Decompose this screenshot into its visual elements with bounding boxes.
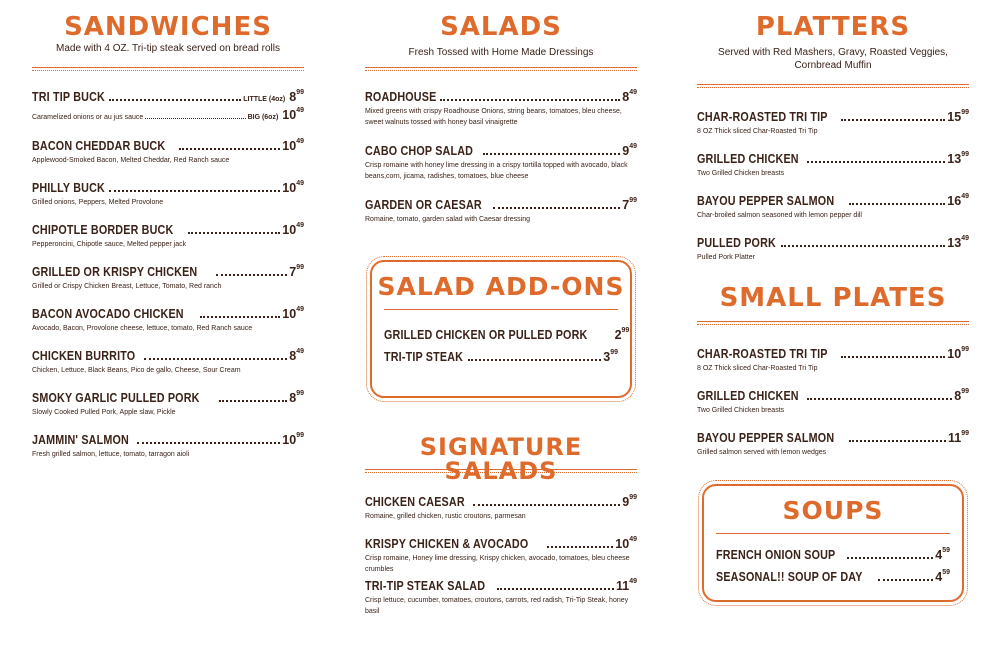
item-name: CHICKEN CAESAR [365,495,465,509]
item-name: FRENCH ONION SOUP [716,548,836,562]
item-description: Crisp romaine, Honey lime dressing, Krispy chicken, avocado, tomatoes, bleu cheese crumbles [365,555,630,573]
dot-leader [200,316,280,318]
item-description: Slowly Cooked Pulled Pork, Apple slaw, Pickle [32,409,176,416]
item-description: Chicken, Lettuce, Black Beans, Pico de gallo, Cheese, Sour Cream [32,367,241,374]
item-price: $4^{59}$ [935,569,950,584]
item-description: Grilled or Crispy Chicken Breast, Lettuce, Tomato, Red ranch [32,283,222,290]
item-description: Romaine, tomato, garden salad with Caesar dressing [365,216,530,223]
platters-title: PLATTERS [755,12,911,42]
item-price: $11^{49}$ [615,578,637,593]
item-name: SEASONAL!! SOUP OF DAY [716,570,863,584]
salad-addons-box [370,260,632,398]
signature-salads-divider [365,469,637,473]
item-price: $10^{49}$ [282,306,304,321]
item-price: $8^{49}$ [622,89,637,104]
dot-leader [849,203,946,205]
item-description: Applewood-Smoked Bacon, Melted Cheddar, Red Ranch sauce [32,157,230,164]
dot-leader [807,398,952,400]
dot-leader [144,358,287,360]
small-plates-title: SMALL PLATES [719,283,947,313]
item-price: $3^{99}$ [603,349,618,364]
dot-leader [497,588,614,590]
dot-leader [807,161,945,163]
menu-item [697,194,969,221]
menu-item [697,110,969,137]
item-price: $4^{59}$ [935,547,950,562]
item-name: CABO CHOP SALAD [365,144,474,158]
item-description: Avocado, Bacon, Provolone cheese, lettuce, tomato, Red Ranch sauce [32,325,253,332]
menu-item [384,327,630,342]
menu-item [697,431,969,458]
soups-title: SOUPS [782,496,884,525]
menu-item [32,181,304,208]
platters-divider [697,84,969,88]
item-price: $10^{99}$ [282,432,304,447]
dot-leader [216,274,287,276]
dot-leader [547,546,613,548]
dot-leader [483,153,621,155]
menu-item [32,433,304,460]
item-description: Caramelized onions or au jus sauce [32,114,144,121]
item-price: $8^{49}$ [289,348,304,363]
item-price: $8^{99}$ [954,388,969,403]
item-price: $8^{99}$ [289,390,304,405]
item-price: $9^{99}$ [622,494,637,509]
item-price: $8^{99}$ [289,89,304,104]
menu-item [32,307,304,334]
menu-item [716,570,950,584]
dot-leader [468,359,601,361]
item-description: Pulled Pork Platter [697,254,755,261]
item-name: GRILLED CHICKEN [697,152,799,166]
item-description: 8 OZ Thick sliced Char-Roasted Tri Tip [697,365,818,372]
dot-leader [841,356,945,358]
item-price: $11^{99}$ [947,430,969,445]
salads-subtitle: Fresh Tossed with Home Made Dressings [408,47,594,58]
item-price: $7^{99}$ [289,264,304,279]
item-price: $13^{49}$ [947,235,969,250]
item-name: KRISPY CHICKEN & AVOCADO [365,537,529,551]
item-price: $10^{49}$ [615,536,637,551]
item-price: $10^{49}$ [282,180,304,195]
menu-item [384,350,618,364]
menu-item [32,223,304,250]
item-price: $9^{49}$ [622,143,637,158]
dot-leader [145,118,245,119]
item-name: ROADHOUSE [365,90,437,104]
item-name: BACON AVOCADO CHICKEN [32,307,184,321]
item-description: Grilled salmon served with lemon wedges [697,449,827,456]
small-plates-divider [697,321,969,325]
item-description: Romaine, grilled chicken, rustic croutons, parmesan [365,513,526,520]
salads-title: SALADS [440,12,562,42]
item-price: $10^{49}$ [282,107,304,122]
dot-leader [849,440,946,442]
sandwiches-title: SANDWICHES [64,12,272,42]
menu-item [32,265,304,292]
item-description: Char-broiled salmon seasoned with lemon pepper dill [697,212,862,219]
menu-item [32,349,304,376]
item-description: Mixed greens with crispy Roadhouse Onions, string beans, tomatoes, bleu cheese, sweet walnuts tossed with honey basil vinaigrette [365,108,622,126]
item-price: $2^{99}$ [614,327,630,342]
dot-leader [109,190,280,192]
item-name: GARDEN OR CAESAR [365,198,482,212]
item-price: $10^{49}$ [282,138,304,153]
item-name: TRI-TIP STEAK [384,350,464,364]
item-name: PULLED PORK [697,236,776,250]
menu-item [697,236,969,263]
menu-item [697,152,969,179]
item-price: $13^{99}$ [947,151,969,166]
menu-item-tri-tip-buck [32,90,304,122]
menu-item [697,389,969,416]
salad-addons-title: SALAD ADD-ONS [377,272,625,301]
item-price: $10^{49}$ [282,222,304,237]
sandwiches-subtitle: Made with 4 OZ. Tri-tip steak served on bread rolls [56,43,280,54]
item-name: TRI TIP BUCK [32,90,105,104]
menu-item [365,579,637,617]
size-label-little: LITTLE (4oz) [243,96,286,103]
item-description: Crisp romaine with honey lime dressing in a crispy tortilla topped with avocado, black beans,corn, jicama, radishes, tomatoes, blue cheese [365,162,628,180]
item-name: JAMMIN' SALMON [32,433,129,447]
item-description: Two Grilled Chicken breasts [697,170,785,177]
menu-item [32,391,304,418]
dot-leader [847,557,933,559]
item-description: Fresh grilled salmon, lettuce, tomato, tarragon aioli [32,451,190,458]
dot-leader [109,99,241,101]
item-name: CHIPOTLE BORDER BUCK [32,223,174,237]
item-description: Two Grilled Chicken breasts [697,407,785,414]
dot-leader [440,99,620,101]
salads-column [365,0,637,647]
item-name: BAYOU PEPPER SALMON [697,194,835,208]
dot-leader [219,400,287,402]
size-label-big: BIG (6oz) [247,114,279,121]
dot-leader [493,207,620,209]
item-price: $15^{99}$ [947,109,969,124]
menu-item [365,90,637,128]
item-price: $10^{99}$ [947,346,969,361]
dot-leader [878,579,933,581]
item-price: $16^{49}$ [947,193,969,208]
item-name: GRILLED CHICKEN OR PULLED PORK [384,328,588,342]
dot-leader [841,119,945,121]
item-description: Pepperoncini, Chipotle sauce, Melted pepper jack [32,241,187,248]
platters-subtitle: Served with Red Mashers, Gravy, Roasted Veggies, Cornbread Muffin [718,47,948,71]
item-name: CHAR-ROASTED TRI TIP [697,347,828,361]
menu-item [365,198,637,225]
item-price: $7^{99}$ [622,197,637,212]
item-name: GRILLED OR KRISPY CHICKEN [32,265,198,279]
item-name: BAYOU PEPPER SALMON [697,431,835,445]
menu-item [32,139,304,166]
menu-item [365,144,637,182]
item-name: TRI-TIP STEAK SALAD [365,579,486,593]
menu-item [697,347,969,374]
dot-leader [179,148,280,150]
dot-leader [188,232,280,234]
dot-leader [137,442,281,444]
item-name: CHICKEN BURRITO [32,349,136,363]
item-name: BACON CHEDDAR BUCK [32,139,166,153]
menu-item [716,548,950,562]
soups-box [702,484,964,602]
item-description: Crisp lettuce, cucumber, tomatoes, croutons, carrots, red radish, Tri-Tip Steak, honey basil [365,597,629,615]
signature-salads-title: SIGNATURE SALADS [419,433,583,485]
platters-column [697,0,969,647]
dot-leader [781,245,946,247]
item-name: CHAR-ROASTED TRI TIP [697,110,828,124]
menu-item [365,495,637,522]
sandwiches-column [32,0,304,647]
item-description: 8 OZ Thick sliced Char-Roasted Tri Tip [697,128,818,135]
menu-item [365,537,637,575]
item-name: PHILLY BUCK [32,181,105,195]
item-name: SMOKY GARLIC PULLED PORK [32,391,200,405]
item-name: GRILLED CHICKEN [697,389,799,403]
sandwiches-divider [32,67,304,71]
dot-leader [473,504,620,506]
salads-divider [365,67,637,71]
item-description: Grilled onions, Peppers, Melted Provolone [32,199,164,206]
